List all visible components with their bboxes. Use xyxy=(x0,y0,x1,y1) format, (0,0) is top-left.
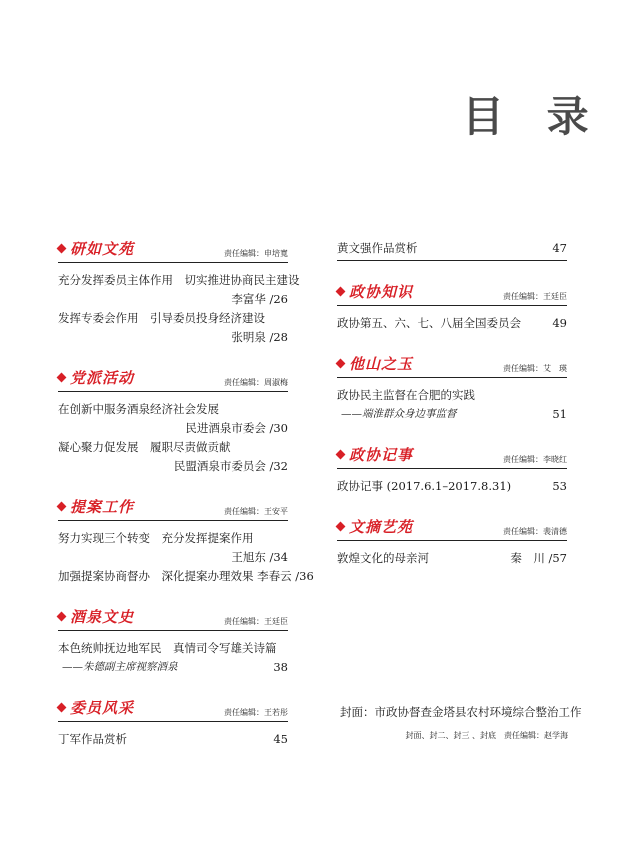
entry-title: 发挥专委会作用 引导委员投身经济建设 xyxy=(58,311,265,325)
entry-title: 政协记事 (2017.6.1–2017.8.31) xyxy=(337,479,512,493)
entry-page: 47 xyxy=(552,241,567,255)
diamond-icon xyxy=(57,502,67,512)
entry-title: 丁军作品赏析 xyxy=(58,732,127,746)
entry-page: 51 xyxy=(552,407,567,421)
entry-title: 努力实现三个转变 充分发挥提案作用 xyxy=(58,531,254,545)
entry-page: 53 xyxy=(552,479,567,493)
section-editor: 责任编辑：裴清德 xyxy=(503,527,567,536)
section-editor: 责任编辑：王廷臣 xyxy=(224,617,288,626)
diamond-icon xyxy=(57,244,67,254)
entry-title: 政协第五、六、七、八届全国委员会 xyxy=(337,316,521,330)
section-title: 研如文苑 xyxy=(58,238,134,259)
section-jiuquan-wenshi xyxy=(58,606,288,677)
entry-byline: 张明泉 /28 xyxy=(231,330,288,344)
section-editor: 责任编辑：王廷臣 xyxy=(503,292,567,301)
section-editor: 责任编辑：申培寬 xyxy=(224,249,288,258)
entry-subtitle: ——朱德副主席视察酒泉 xyxy=(62,661,178,673)
entry-page: 45 xyxy=(273,732,288,746)
toc-entry[interactable] xyxy=(58,309,288,347)
section-header xyxy=(337,281,567,306)
entry-page: 49 xyxy=(552,316,567,330)
section-zhengxie-jishi xyxy=(337,444,567,496)
section-title: 政协知识 xyxy=(337,281,413,302)
entry-byline: 民盟酒泉市委员会 /32 xyxy=(173,459,288,473)
section-wenzhai-yiyuan xyxy=(337,516,567,568)
cover-caption: 封面：市政协督查金塔县农村环境综合整治工作 xyxy=(340,705,582,719)
toc-entry[interactable] xyxy=(337,314,567,333)
diamond-icon xyxy=(336,359,346,369)
entry-title: 凝心聚力促发展 履职尽责做贡献 xyxy=(58,440,231,454)
page-title: 目 录 xyxy=(462,92,603,141)
entry-title: 充分发挥委员主体作用 切实推进协商民主建设 xyxy=(58,273,300,287)
section-editor: 责任编辑：周淑梅 xyxy=(224,378,288,387)
entry-title: 敦煌文化的母亲河 xyxy=(337,551,429,565)
diamond-icon xyxy=(57,373,67,383)
section-title: 政协记事 xyxy=(337,444,413,465)
toc-entry[interactable] xyxy=(58,438,288,476)
diamond-icon xyxy=(57,612,67,622)
section-title: 党派活动 xyxy=(58,367,134,388)
section-header xyxy=(337,353,567,378)
toc-entry[interactable] xyxy=(337,386,567,424)
section-yanru-wenyuan xyxy=(58,238,300,347)
entry-page: 38 xyxy=(273,660,288,674)
entry-subtitle: ——端淮群众身边事监督 xyxy=(341,408,457,420)
toc-entry[interactable] xyxy=(337,549,567,568)
section-header xyxy=(58,238,288,263)
toc-entry[interactable] xyxy=(58,567,314,586)
entry-title: 黄文强作品赏析 xyxy=(337,241,418,255)
left-column xyxy=(58,238,314,769)
entry-byline: 民进酒泉市委会 /30 xyxy=(185,421,288,435)
section-header xyxy=(337,444,567,469)
diamond-icon xyxy=(336,522,346,532)
section-header xyxy=(58,697,288,722)
diamond-icon xyxy=(57,703,67,713)
section-title: 文摘艺苑 xyxy=(337,516,413,537)
entry-title: 在创新中服务酒泉经济社会发展 xyxy=(58,402,219,416)
cover-credits: 封面、封二、封三 、封底 责任编辑：赵学海 xyxy=(405,731,568,740)
section-weiyuan-fengcai xyxy=(58,697,288,749)
section-editor: 责任编辑：王若彤 xyxy=(224,708,288,717)
entry-byline: 李富华 /26 xyxy=(231,292,288,306)
section-editor: 责任编辑：李晓红 xyxy=(503,455,567,464)
section-title: 他山之玉 xyxy=(337,353,413,374)
section-title: 酒泉文史 xyxy=(58,606,134,627)
entry-title: 加强提案协商督办 深化提案办理效果 李春云 /36 xyxy=(58,569,314,583)
diamond-icon xyxy=(336,287,346,297)
section-editor: 责任编辑：王安平 xyxy=(224,507,288,516)
section-title: 委员风采 xyxy=(58,697,134,718)
section-header xyxy=(58,496,288,521)
toc-entry[interactable] xyxy=(58,271,300,309)
section-header xyxy=(58,606,288,631)
section-editor: 责任编辑：艾 瑛 xyxy=(503,364,567,373)
toc-entry[interactable] xyxy=(58,730,288,749)
entry-title: 本色统帅抚边地军民 真情司令写雄关诗篇 xyxy=(58,641,277,655)
diamond-icon xyxy=(336,450,346,460)
toc-entry[interactable] xyxy=(337,238,567,261)
section-header xyxy=(58,367,288,392)
toc-entry[interactable] xyxy=(337,477,567,496)
entry-title: 政协民主监督在合肥的实践 xyxy=(337,388,475,402)
right-column xyxy=(337,238,567,588)
continued-entry xyxy=(337,238,567,261)
entry-page: 秦 川 /57 xyxy=(510,551,567,565)
cover-note xyxy=(340,703,582,741)
section-title: 提案工作 xyxy=(58,496,134,517)
toc-entry[interactable] xyxy=(58,529,288,567)
section-tashan-zhiyu xyxy=(337,353,567,424)
toc-entry[interactable] xyxy=(58,400,288,438)
section-tian-gongzuo xyxy=(58,496,314,586)
section-header xyxy=(337,516,567,541)
entry-byline: 王旭东 /34 xyxy=(231,550,288,564)
toc-entry[interactable] xyxy=(58,639,288,677)
section-zhengxie-zhishi xyxy=(337,281,567,333)
section-dangpai-huodong xyxy=(58,367,288,476)
